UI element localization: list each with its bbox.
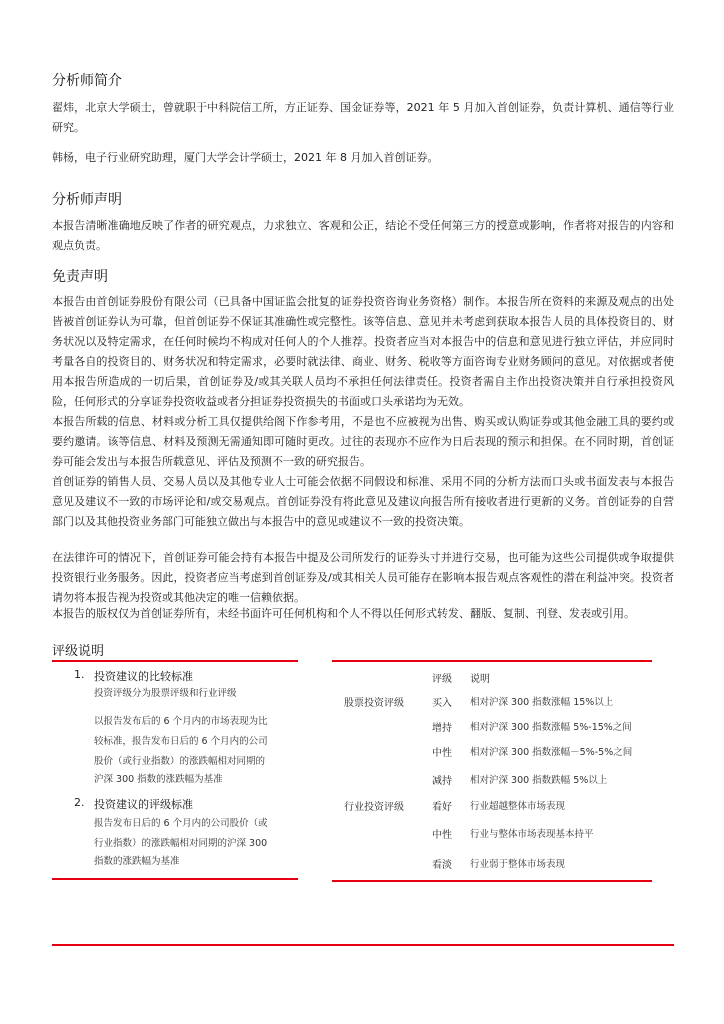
analyst-statement-heading: 分析师声明 xyxy=(52,192,122,208)
rating-item-1-body-line-2: 较标准，报告发布日后的 6 个月内的公司 xyxy=(94,736,268,747)
rating-item-1-body-line-1: 以报告发布后的 6 个月内的市场表现为比 xyxy=(94,716,268,727)
page-footer-rule xyxy=(52,944,674,946)
rating-item-1-title: 投资建议的比较标准 xyxy=(94,670,193,683)
stock-rating-underweight-desc: 相对沪深 300 指数跌幅 5%以上 xyxy=(470,775,608,786)
rating-right-bottom-rule xyxy=(332,880,652,882)
industry-rating-label: 行业投资评级 xyxy=(344,802,404,813)
rating-left-bottom-rule xyxy=(52,878,298,880)
industry-rating-positive-desc: 行业超越整体市场表现 xyxy=(470,801,566,812)
rating-item-1-body-line-3: 股价（或行业指数）的涨跌幅相对同期的 xyxy=(94,756,266,767)
rating-item-2-title: 投资建议的评级标准 xyxy=(94,798,193,811)
rating-left-top-rule xyxy=(52,660,298,662)
stock-rating-underweight: 减持 xyxy=(432,776,452,787)
rating-heading: 评级说明 xyxy=(52,644,105,659)
disclaimer-paragraph-1: 本报告由首创证券股份有限公司（已具备中国证监会批复的证券投资咨询业务资格）制作。本报告所在资料的来源及观点的出处皆被首创证券认为可靠，但首创证券不保证其准确性或完整性。该等信息、意见并未考虑到获取本报告人员的具体投资目的、财务状况以及特定需求，在任何时候均不构成对任何人的个人推荐。投资者应当对本报告中的信息和意见进行独立评估，并应同时考量各自的投资目的、财务状况和特定需求，必要时就法律、商业、财务、税收等方面咨询专业财务顾问的意见。对依据或者使用本报告所造成的一切后果，首创证券及/或其关联人员均不承担任何法律责任。投资者需自主作出投资决策并自行承担投资风险，任何形式的分享证券投资收益或者分担证券投资损失的书面或口头承诺均为无效。 xyxy=(52,295,674,408)
analyst-intro-paragraph-2: 韩杨，电子行业研究助理，厦门大学会计学硕士，2021 年 8 月加入首创证券。 xyxy=(52,151,439,164)
stock-rating-overweight: 增持 xyxy=(432,723,452,734)
rating-item-1-body-line-4: 沪深 300 指数的涨跌幅为基准 xyxy=(94,774,223,785)
stock-rating-neutral: 中性 xyxy=(432,748,452,759)
stock-rating-label: 股票投资评级 xyxy=(344,698,404,709)
analyst-statement-paragraph: 本报告清晰准确地反映了作者的研究观点，力求独立、客观和公正，结论不受任何第三方的授意或影响，作者将对报告的内容和观点负责。 xyxy=(52,219,674,252)
rating-right-top-rule xyxy=(332,660,652,662)
rating-item-2-body-line-1: 报告发布日后的 6 个月内的公司股价（或 xyxy=(94,818,268,829)
rating-item-2-number: 2. xyxy=(74,796,85,809)
industry-rating-negative: 看淡 xyxy=(432,860,452,871)
disclaimer-paragraph-5: 本报告的版权仅为首创证券所有，未经书面许可任何机构和个人不得以任何形式转发、翻版、复制、刊登、发表或引用。 xyxy=(52,607,635,620)
stock-rating-neutral-desc: 相对沪深 300 指数涨幅－5%-5%之间 xyxy=(470,747,633,758)
rating-table-col-desc: 说明 xyxy=(470,674,490,685)
industry-rating-neutral-desc: 行业与整体市场表现基本持平 xyxy=(470,829,594,840)
disclaimer-paragraph-3: 首创证券的销售人员、交易人员以及其他专业人士可能会依据不同假设和标准、采用不同的分析方法而口头或书面发表与本报告意见及建议不一致的市场评论和/或交易观点。首创证券没有将此意见及建议向报告所有接收者进行更新的义务。首创证券的自营部门以及其他投资业务部门可能独立做出与本报告中的意见或建议不一致的投资决策。 xyxy=(52,475,674,528)
industry-rating-negative-desc: 行业弱于整体市场表现 xyxy=(470,859,566,870)
stock-rating-buy: 买入 xyxy=(432,698,452,709)
disclaimer-heading: 免责声明 xyxy=(52,269,108,285)
disclaimer-paragraph-4: 在法律许可的情况下，首创证券可能会持有本报告中提及公司所发行的证券头寸并进行交易，也可能为这些公司提供或争取提供投资银行业务服务。因此，投资者应当考虑到首创证券及/或其相关人员可能存在影响本报告观点客观性的潜在利益冲突。投资者请勿将本报告视为投资或其他决定的唯一信赖依据。 xyxy=(52,551,674,604)
industry-rating-positive: 看好 xyxy=(432,802,452,813)
rating-table-col-rating: 评级 xyxy=(432,674,452,685)
analyst-intro-paragraph-1: 翟炜，北京大学硕士，曾就职于中科院信工所，方正证券、国金证券等，2021 年 5 月加入首创证券，负责计算机、通信等行业研究。 xyxy=(52,101,674,134)
rating-item-2-body-line-2: 行业指数）的涨跌幅相对同期的沪深 300 xyxy=(94,838,268,849)
stock-rating-overweight-desc: 相对沪深 300 指数涨幅 5%-15%之间 xyxy=(470,722,632,733)
rating-item-1-body: 投资评级分为股票评级和行业评级 xyxy=(94,688,237,699)
industry-rating-neutral: 中性 xyxy=(432,830,452,841)
rating-item-1-number: 1. xyxy=(74,668,85,681)
analyst-intro-heading: 分析师简介 xyxy=(52,73,122,89)
stock-rating-buy-desc: 相对沪深 300 指数涨幅 15%以上 xyxy=(470,697,614,708)
rating-item-2-body-line-3: 指数的涨跌幅为基准 xyxy=(94,856,180,867)
disclaimer-paragraph-2: 本报告所载的信息、材料或分析工具仅提供给阁下作参考用，不是也不应被视为出售、购买或认购证券或其他金融工具的要约或要约邀请。该等信息、材料及预测无需通知即可随时更改。过往的表现亦不应作为日后表现的预示和担保。在不同时期，首创证券可能会发出与本报告所载意见、评估及预测不一致的研究报告。 xyxy=(52,415,674,468)
